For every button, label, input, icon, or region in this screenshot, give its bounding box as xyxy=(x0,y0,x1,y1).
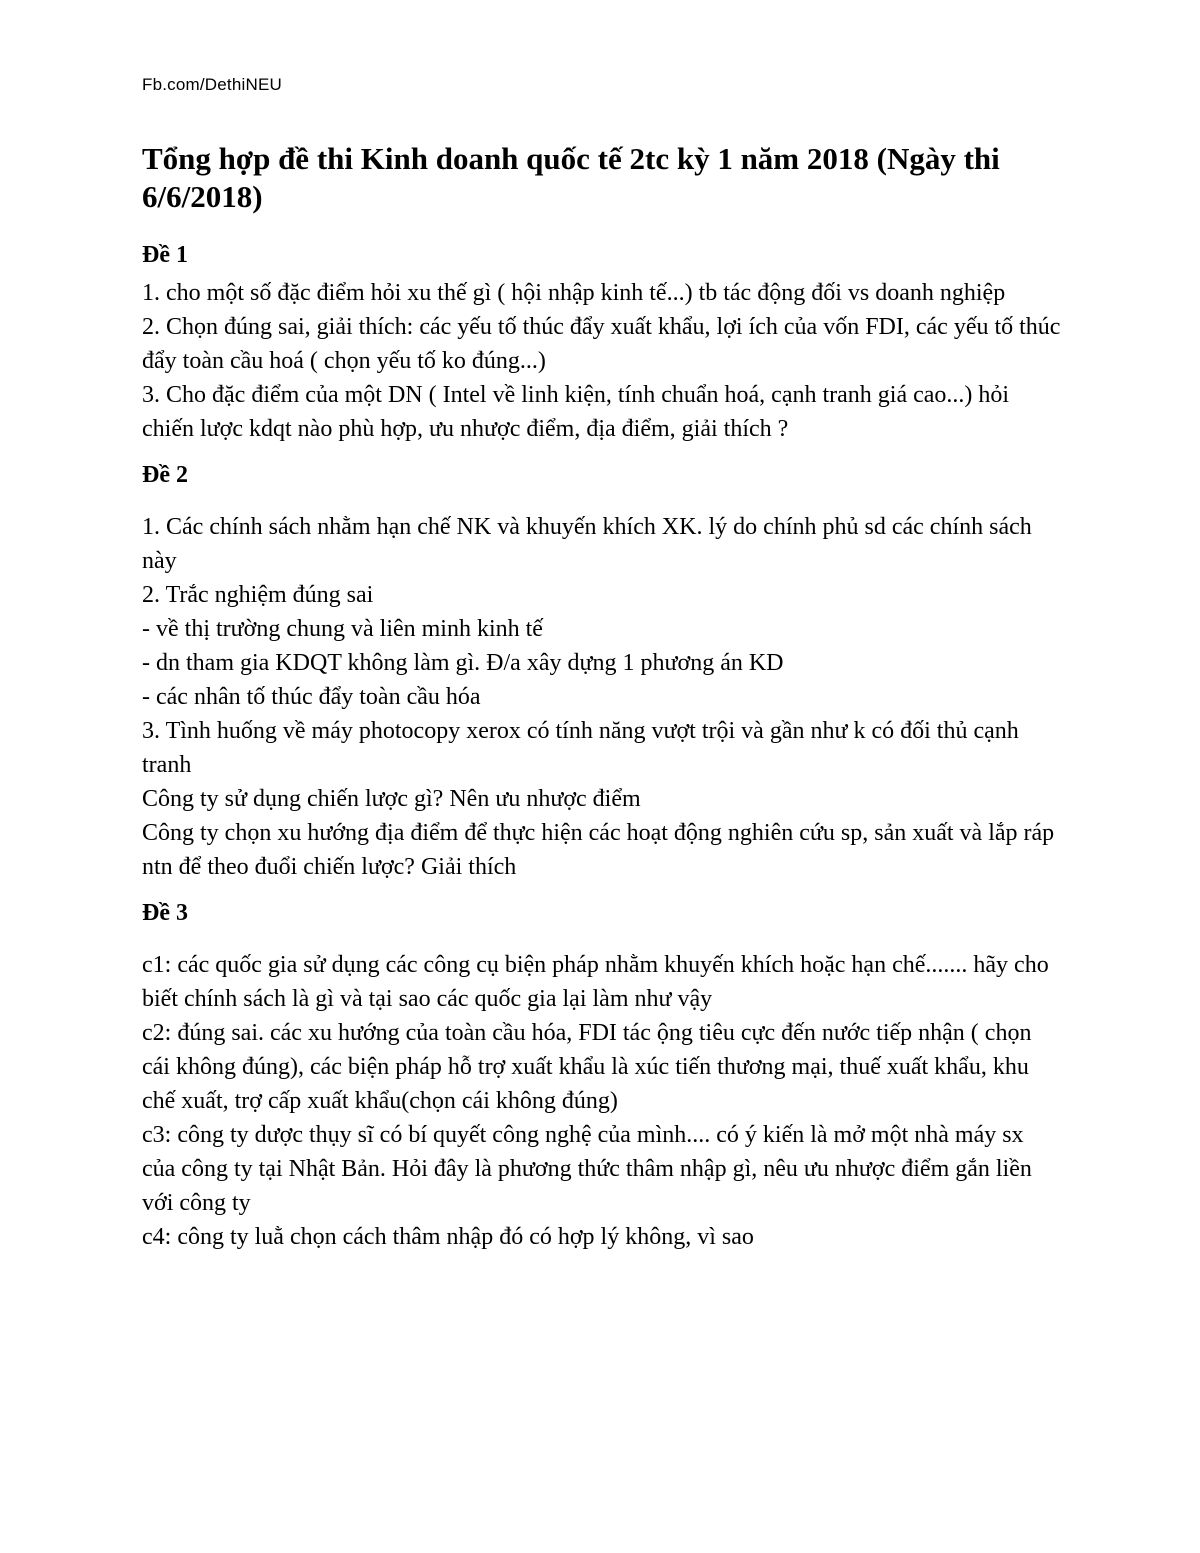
question-line: c3: công ty dược thụy sĩ có bí quyết công nghệ của mình.... có ý kiến là mở một nhà máy sx của công ty tại Nhật Bản. Hỏi đây là phương thức thâm nhập gì, nêu ưu nhược điểm gắn liền với công ty xyxy=(142,1122,1032,1216)
question-line: c4: công ty luằ chọn cách thâm nhập đó có hợp lý không, vì sao xyxy=(142,1224,754,1250)
question-line: 2. Chọn đúng sai, giải thích: các yếu tố thúc đẩy xuất khẩu, lợi ích của vốn FDI, các yếu tố thúc đẩy toàn cầu hoá ( chọn yếu tố ko đúng...) xyxy=(142,314,1061,374)
section-heading: Đề 3 xyxy=(142,900,188,926)
question-line: 2. Trắc nghiệm đúng sai xyxy=(142,582,374,608)
exam-section-2 xyxy=(142,458,1062,884)
section-heading: Đề 1 xyxy=(142,242,188,268)
question-line: 3. Cho đặc điểm của một DN ( Intel về linh kiện, tính chuẩn hoá, cạnh tranh giá cao...) hỏi chiến lược kdqt nào phù hợp, ưu nhược điểm, địa điểm, giải thích ? xyxy=(142,382,1010,442)
question-line: Công ty chọn xu hướng địa điểm để thực hiện các hoạt động nghiên cứu sp, sản xuất và lắp ráp ntn để theo đuổi chiến lược? Giải thích xyxy=(142,820,1055,880)
question-line: Công ty sử dụng chiến lược gì? Nên ưu nhược điểm xyxy=(142,786,641,812)
question-line: - về thị trường chung và liên minh kinh tế xyxy=(142,616,543,642)
question-line: - dn tham gia KDQT không làm gì. Đ/a xây dựng 1 phương án KD xyxy=(142,650,784,676)
section-heading: Đề 2 xyxy=(142,462,188,488)
document-title: Tổng hợp đề thi Kinh doanh quốc tế 2tc kỳ 1 năm 2018 (Ngày thi 6/6/2018) xyxy=(142,141,1000,214)
header-facebook-link: Fb.com/DethiNEU xyxy=(142,75,282,94)
question-line: 1. cho một số đặc điểm hỏi xu thế gì ( hội nhập kinh tế...) tb tác động đối vs doanh nghiệp xyxy=(142,280,1006,306)
exam-section-3 xyxy=(142,896,1062,1254)
question-line: - các nhân tố thúc đẩy toàn cầu hóa xyxy=(142,684,481,710)
question-line: c1: các quốc gia sử dụng các công cụ biện pháp nhằm khuyến khích hoặc hạn chế....... hãy cho biết chính sách là gì và tại sao các quốc gia lại làm như vậy xyxy=(142,952,1049,1012)
question-line: c2: đúng sai. các xu hướng của toàn cầu hóa, FDI tác ộng tiêu cực đến nước tiếp nhận ( chọn cái không đúng), các biện pháp hỗ trợ xuất khẩu là xúc tiến thương mại, thuế xuất khẩu, khu chế xuất, trợ cấp xuất khẩu(chọn cái không đúng) xyxy=(142,1020,1032,1114)
question-line: 3. Tình huống về máy photocopy xerox có tính năng vượt trội và gần như k có đối thủ cạnh tranh xyxy=(142,718,1019,778)
document-content xyxy=(142,140,1062,1266)
exam-section-1 xyxy=(142,238,1062,446)
question-line: 1. Các chính sách nhằm hạn chế NK và khuyến khích XK. lý do chính phủ sd các chính sách này xyxy=(142,514,1032,574)
